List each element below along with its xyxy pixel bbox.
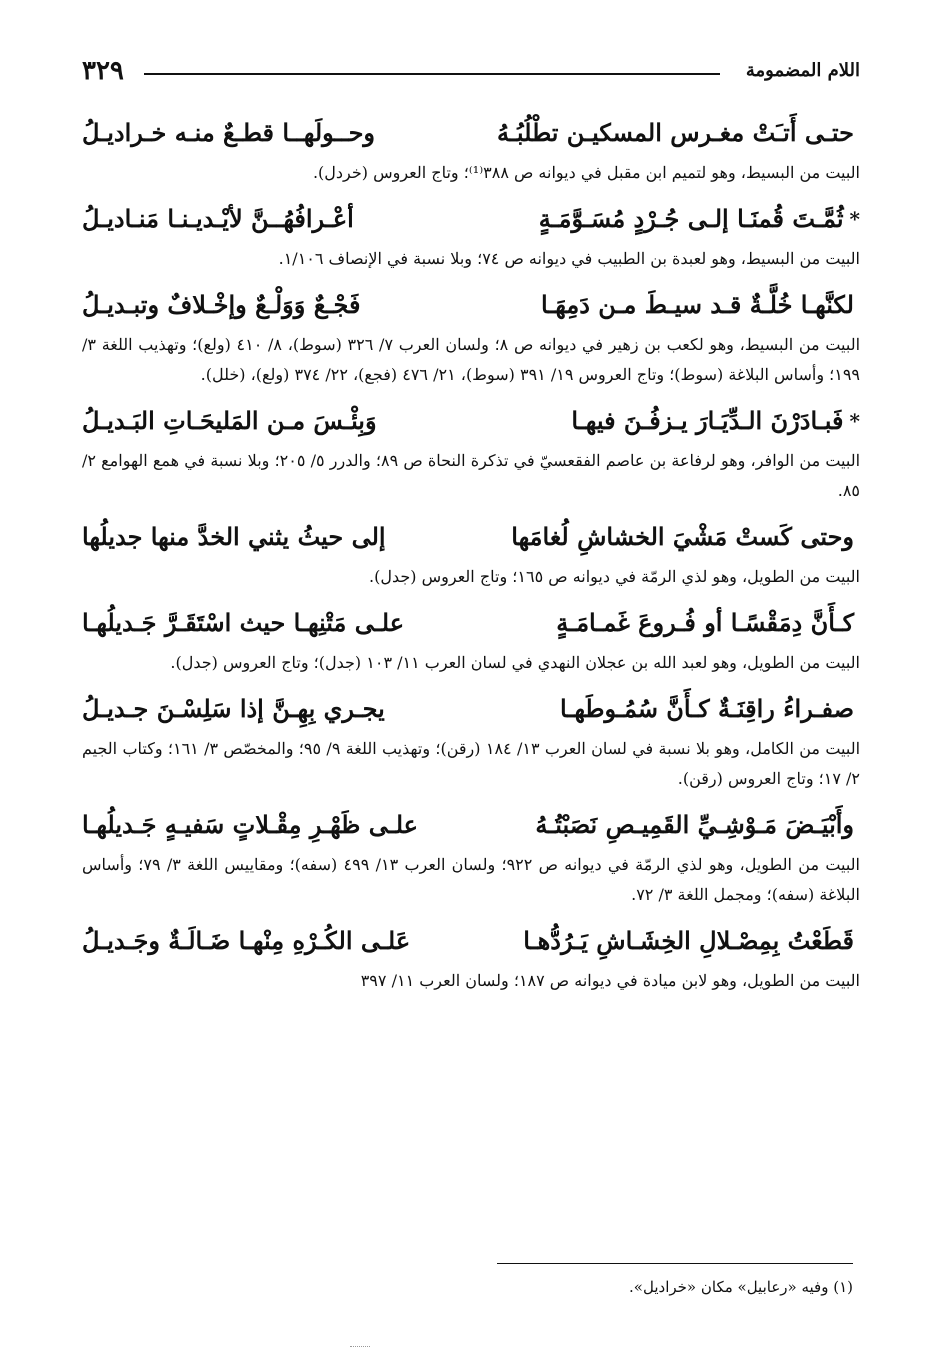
verse — [82, 396, 860, 446]
verse — [82, 512, 860, 562]
running-title: اللام المضمومة — [745, 60, 860, 81]
page-body — [82, 108, 860, 1002]
verse-first-hemistich: حتـى أَتـَتْ مغـرس المسكيـن تطْلُبُـهُ — [497, 118, 854, 147]
verse-second-hemistich: وَبِئْـسَ مـن المَليحَـاتِ البَـديـلُ — [82, 406, 377, 435]
page-header — [82, 56, 860, 92]
footnote: (١) وفيه «رعابيل» مكان «خراديل». — [629, 1278, 853, 1296]
verse-note: البيت من الطويل، وهو لذي الرمّة في ديوانه ص ١٦٥؛ وتاج العروس (جدل). — [369, 567, 860, 586]
verse-note: البيت من الطويل، وهو لذي الرمّة في ديوانه ص ٩٢٢؛ ولسان العرب ١٣/ ٤٩٩ (سفه)؛ ومقاييس اللغة ٣/ ٧٩؛ وأساس البلاغة (سفه)؛ ومجمل اللغة ٣/ ٧٢. — [82, 855, 861, 904]
verse — [82, 108, 860, 158]
verse-second-hemistich: عَلـى الكُـرْهِ مِنْهـا ضَـالَـةٌ وجَـديـلُ — [82, 926, 411, 955]
verse-first-hemistich: وأَبْيَـضَ مَـوْشِـيِّ القَمِيـصِ نَصَبْتُـهُ — [535, 810, 854, 839]
scan-speck — [350, 1346, 370, 1351]
verse-marker: * — [849, 409, 860, 433]
verse-note: البيت من الطويل، وهو لابن ميادة في ديوانه ص ١٨٧؛ ولسان العرب ١١/ ٣٩٧ — [360, 971, 860, 990]
verse-marker: * — [849, 207, 860, 231]
page-number: ٣٢٩ — [82, 56, 124, 86]
verse-first-hemistich: ثُمَّـتَ قُمنَـا إلـى جُـرْدٍ مُسَـوَّمَـةٍ — [538, 204, 844, 233]
verse-first-hemistich: كـأَنَّ دِمَقْسًـا أو فُـروعَ غَمـامَـةٍ — [556, 608, 854, 637]
verse-first-hemistich: صفـراءُ راقِنَـةٌ كـأَنَّ سُمُـوطَهـا — [560, 694, 854, 723]
verse-note: البيت من البسيط، وهو لتميم ابن مقبل في ديوانه ص ٣٨٨⁽¹⁾؛ وتاج العروس (خردل). — [312, 163, 860, 182]
verse-second-hemistich: علـى ظَهْـرِ مِقْـلاتٍ سَفيـهٍ جَـديلُهـا — [82, 810, 418, 839]
verse — [82, 194, 860, 244]
verse — [82, 684, 860, 734]
verse-second-hemistich: علـى مَتْنِهـا حيث اسْتَقَـرَّ جَـديلُهـا — [82, 608, 405, 637]
verse — [82, 916, 860, 966]
verse-note: البيت من البسيط، وهو لعبدة بن الطبيب في ديوانه ص ٧٤؛ وبلا نسبة في الإنصاف ١/١٠٦. — [278, 249, 860, 268]
verse-first-hemistich: فَبـادَرْنَ الـدِّيَـارَ يـزفُـنَ فيهـا — [571, 406, 844, 435]
verse-second-hemistich: إلى حيثُ يثني الخدَّ منها جديلُها — [82, 522, 386, 551]
verse-note: البيت من الطويل، وهو لعبد الله بن عجلان النهدي في لسان العرب ١١/ ١٠٣ (جدل)؛ وتاج العروس (جدل). — [170, 653, 860, 672]
verse — [82, 800, 860, 850]
verse-note: البيت من الوافر، وهو لرفاعة بن عاصم الفقعسيّ في تذكرة النحاة ص ٨٩؛ والدرر ٥/ ٢٠٥؛ وبلا نسبة في همع الهوامع ٢/ ٨٥. — [82, 451, 861, 500]
footnote-rule — [497, 1263, 853, 1264]
verse-note: البيت من الكامل، وهو بلا نسبة في لسان العرب ١٣/ ١٨٤ (رقن)؛ وتهذيب اللغة ٩/ ٩٥؛ والمخصّص ٣/ ١٦١؛ وكتاب الجيم ٢/ ١٧؛ وتاج العروس (رقن). — [82, 739, 861, 788]
verse-first-hemistich: لكنَّهـا خُلَّـةٌ قـد سيـطَ مـن دَمِهَـا — [540, 290, 854, 319]
verse-second-hemistich: يجـري بِهِـنَّ إذا سَلِسْـنَ جـديـلُ — [82, 694, 385, 723]
verse-note: البيت من البسيط، وهو لكعب بن زهير في ديوانه ص ٨؛ ولسان العرب ٧/ ٣٢٦ (سوط)، ٨/ ٤١٠ (ولع)؛ وتهذيب اللغة ٣/ ١٩٩؛ وأساس البلاغة (سوط)؛ وتاج العروس ١٩/ ٣٩١ (سوط)، ٢١/ ٤٧٦ (فجع)، ٢٢/ ٣٧٤ (ولع)، (خلل). — [82, 335, 861, 384]
verse-first-hemistich: قَطَعْتُ بِمِصْـلالِ الخِشَـاشِ يَـرُدُّهـا — [523, 926, 854, 955]
verse-first-hemistich: وحتى كَستْ مَشْيَ الخشاشِ لُغامَها — [511, 522, 854, 551]
verse — [82, 280, 860, 330]
verse-second-hemistich: فَجْـعٌ وَوَلْـعٌ وإخْـلافٌ وتبـديـلُ — [82, 290, 361, 319]
verse-second-hemistich: وحــولَهــا قطـعٌ منـه خـراديـلُ — [82, 118, 376, 147]
header-rule — [144, 73, 720, 75]
verse — [82, 598, 860, 648]
verse-second-hemistich: أعْـرافُهُــنَّ لأيْـديـنـا مَنـاديـلُ — [82, 204, 354, 233]
